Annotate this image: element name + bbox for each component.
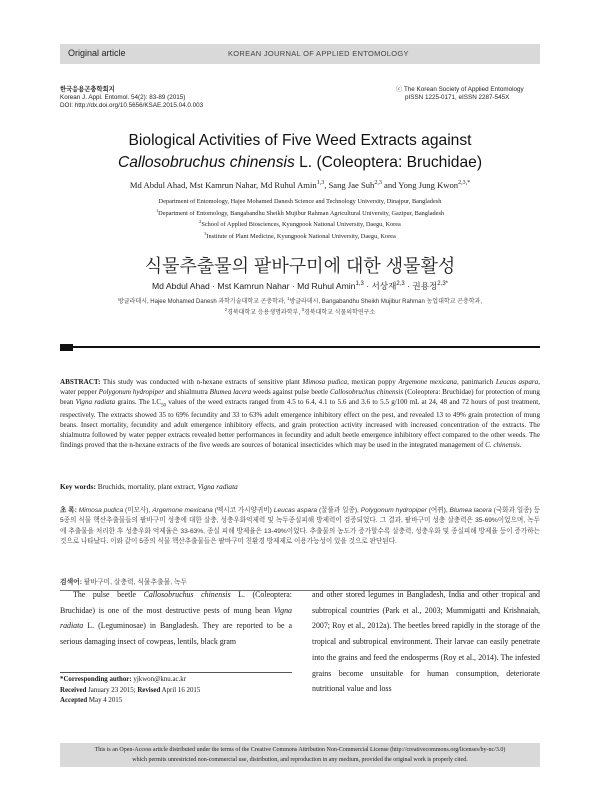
license-text xyxy=(60,745,540,765)
article-title-line1: Biological Activities of Five Weed Extracts against xyxy=(128,132,472,149)
section-divider xyxy=(60,346,540,348)
corresponding-author: *Corresponding author: yjkwon@knu.ac.kr xyxy=(60,676,187,683)
affiliation-item: $^3$Institute of Plant Medicine, Kyungpook National University, Daegu, Korea xyxy=(204,230,396,240)
affiliation-item: $^2$School of Applied Biosciences, Kyungpook National University, Daegu, Korea xyxy=(199,219,401,229)
body-column-left: The pulse beetle Callosobruchus chinensis L. (Coleoptera: Bruchidae) is one of the most destructive pests of mung bean Vigna radiata L. (Leguminosae) in Bangladesh. They are reported to be a serious damaging insect of cowpeas, lentils, black gram xyxy=(60,590,292,647)
doi-link[interactable]: DOI: http://dx.doi.org/10.5656/KSAE.2015.04.0.003 xyxy=(60,102,204,110)
divider-marker xyxy=(60,344,73,351)
license-line: This is an Open-Access article distributed under the terms of the Creative Commons Attribution Non-Commercial License (http://creativecommons.org/licenses/by-nc/3.0) xyxy=(94,747,506,753)
affiliation-item: $^1$Department of Entomology, Bangabandhu Sheikh Mujibur Rahman Agricultural University, Gazipur, Bangladesh xyxy=(155,207,445,217)
copyright-icon: ⓒ xyxy=(396,86,403,93)
author-list: Md Abdul Ahad, Mst Kamrun Nahar, Md Ruhul Amin$^{1,3}$, Sang Jae Suh$^{2,3}$ and Yong Jung Kwon$^{2,3,*}$ xyxy=(129,180,471,190)
article-type-label: Original article xyxy=(68,48,126,58)
accepted-date: Accepted May 4 2015 xyxy=(60,697,123,704)
journal-korean-name: 한국응용곤충학회지 xyxy=(60,86,115,93)
keywords-label: Key words: xyxy=(60,482,96,491)
license-line: which permits unrestricted non-commercial use, distribution, and reproduction in any medium, provided the original work is properly cited. xyxy=(132,757,468,763)
affiliations xyxy=(60,195,540,241)
korean-affiliations: 방글라데시, Hajee Mohamed Danesh 과학기술대학교 곤충학과, $^1$방글라데시, Bangabandhu Sheikh Mujibur Rahman 농업대학교 곤충학과, $^2$경북대학교 응용생명과학부, $^3$경북대학교 식물의학연구소 xyxy=(117,296,483,316)
abstract: ABSTRACT: This study was conducted with n-hexane extracts of sensitive plant Mimosa pudica, mexican poppy Argemone mexicana, panimarich Leucas aspara, water pepper Polygonum hydropiper and shialmutra Blumea lacera weeds against pulse beetle Callosobruchus chinensis (Coleoptera: Bruchidae) for protection of mung bean Vigna radiata grains. The $LC_{50}$ values of the weed extracts ranged from 4.5 to 6.4, 4.1 to 5.6 and 3.6 to 5.5 g/100 mL at 24, 48 and 72 hours of post treatment, respectively. The extracts showed 35 to 69% fecundity and 33 to 63% adult emergence inhibitory effect on the pest, and revealed 13 to 49% grain protection of mung beans. Insect mortality, fecundity and adult emergence inhibitory effects, and grain protection activity increased with increased concentration of the extracts. The shialmutra followed by water pepper extracts revealed better performances in fecundity and adult beetle emergence inhibitory effect compared to the other weeds. The findings proved that the n-hexane extracts of the five weeds are sources of botanical insecticides which may be used in the integrated management of C. chinensis. xyxy=(60,378,540,450)
korean-author-list: Md Abdul Ahad · Mst Kamrun Nahar · Md Ruhul Amin$^{1,3}$ · 서상재$^{2,3}$ · 권용정$^{2,3*}$ xyxy=(151,281,449,291)
citation-block xyxy=(60,86,203,111)
affiliation-item: Department of Entomology, Hajee Mohamed Danesh Science and Technology University, Dinajpur, Bangladesh xyxy=(158,198,442,206)
korean-keywords-label: 검색어: xyxy=(60,579,82,586)
korean-abstract-label: 초 록: xyxy=(60,507,77,514)
copyright-block xyxy=(396,86,540,102)
journal-name: KOREAN JOURNAL OF APPLIED ENTOMOLOGY xyxy=(228,49,409,58)
abstract-label: ABSTRACT: xyxy=(60,378,101,386)
issn-line: pISSN 1225-0171, eISSN 2287-545X xyxy=(405,94,510,102)
korean-keywords: 검색어: 팥바구미, 살충력, 식물추출물, 녹두 xyxy=(60,579,188,586)
korean-title: 식물추출물의 팥바구미에 대한 생물활성 xyxy=(144,256,456,276)
article-title-line2: Callosobruchus chinensis L. (Coleoptera: Bruchidae) xyxy=(117,154,483,171)
journal-citation: Korean J. Appl. Entomol. 54(2): 83-89 (2015) xyxy=(60,94,186,102)
korean-abstract: 초 록: Mimosa pudica (미모사), Argemone mexicana (멕시코 가시양귀비) Leucas aspara (꿀풀과 일종), Polygonum hydropiper (여뀌), Blumea lacera (국화과 일종) 등 5종의 식물 핵산추출물들의 팥바구미 성충에 대한 살충, 성충우화억제력 및 녹두종실피해 방제력이 검증되었다. 그 결과, 팥바구미 성충 살충력은 35-69%이었으며, 녹두에 추출물을 처리한 후 성충우화 억제율은 33-63%, 종실 피해 방제율은 13-49%이었다. 추출물의 농도가 증가할수록 살충력, 성충우화 및 종실피해 방제율 등이 증가하는 것으로 나타났다. 이와 같이 5종의 식물 핵산추출물들은 팥바구미 친환경 방제제로 이용가능성이 있을 것으로 판단된다. xyxy=(60,507,540,545)
body-column-right: and other stored legumes in Bangladesh, India and other tropical and subtropical countries (Park et al., 2003; Mummigatti and Krishnaiah, 2007; Roy et al., 2012a). The beetles breed rapidly in the storage of the tropical and subtropical environment. Their larvae can easily penetrate into the grains and feed the endosperms (Roy et al., 2014). The infested grains become unsuitable for human consumption, deteriorate nutritional value and loss xyxy=(312,590,540,694)
society-name: The Korean Society of Applied Entomology xyxy=(403,86,524,93)
species-name: Callosobruchus chinensis xyxy=(117,154,295,171)
received-revised-dates: Received January 23 2015; Revised April 16 2015 xyxy=(60,687,201,694)
author-email[interactable]: yjkwon@knu.ac.kr xyxy=(131,676,187,683)
footnote-rule xyxy=(60,672,292,673)
keywords: Key words: Bruchids, mortality, plant extract, Vigna radiata xyxy=(60,482,238,491)
